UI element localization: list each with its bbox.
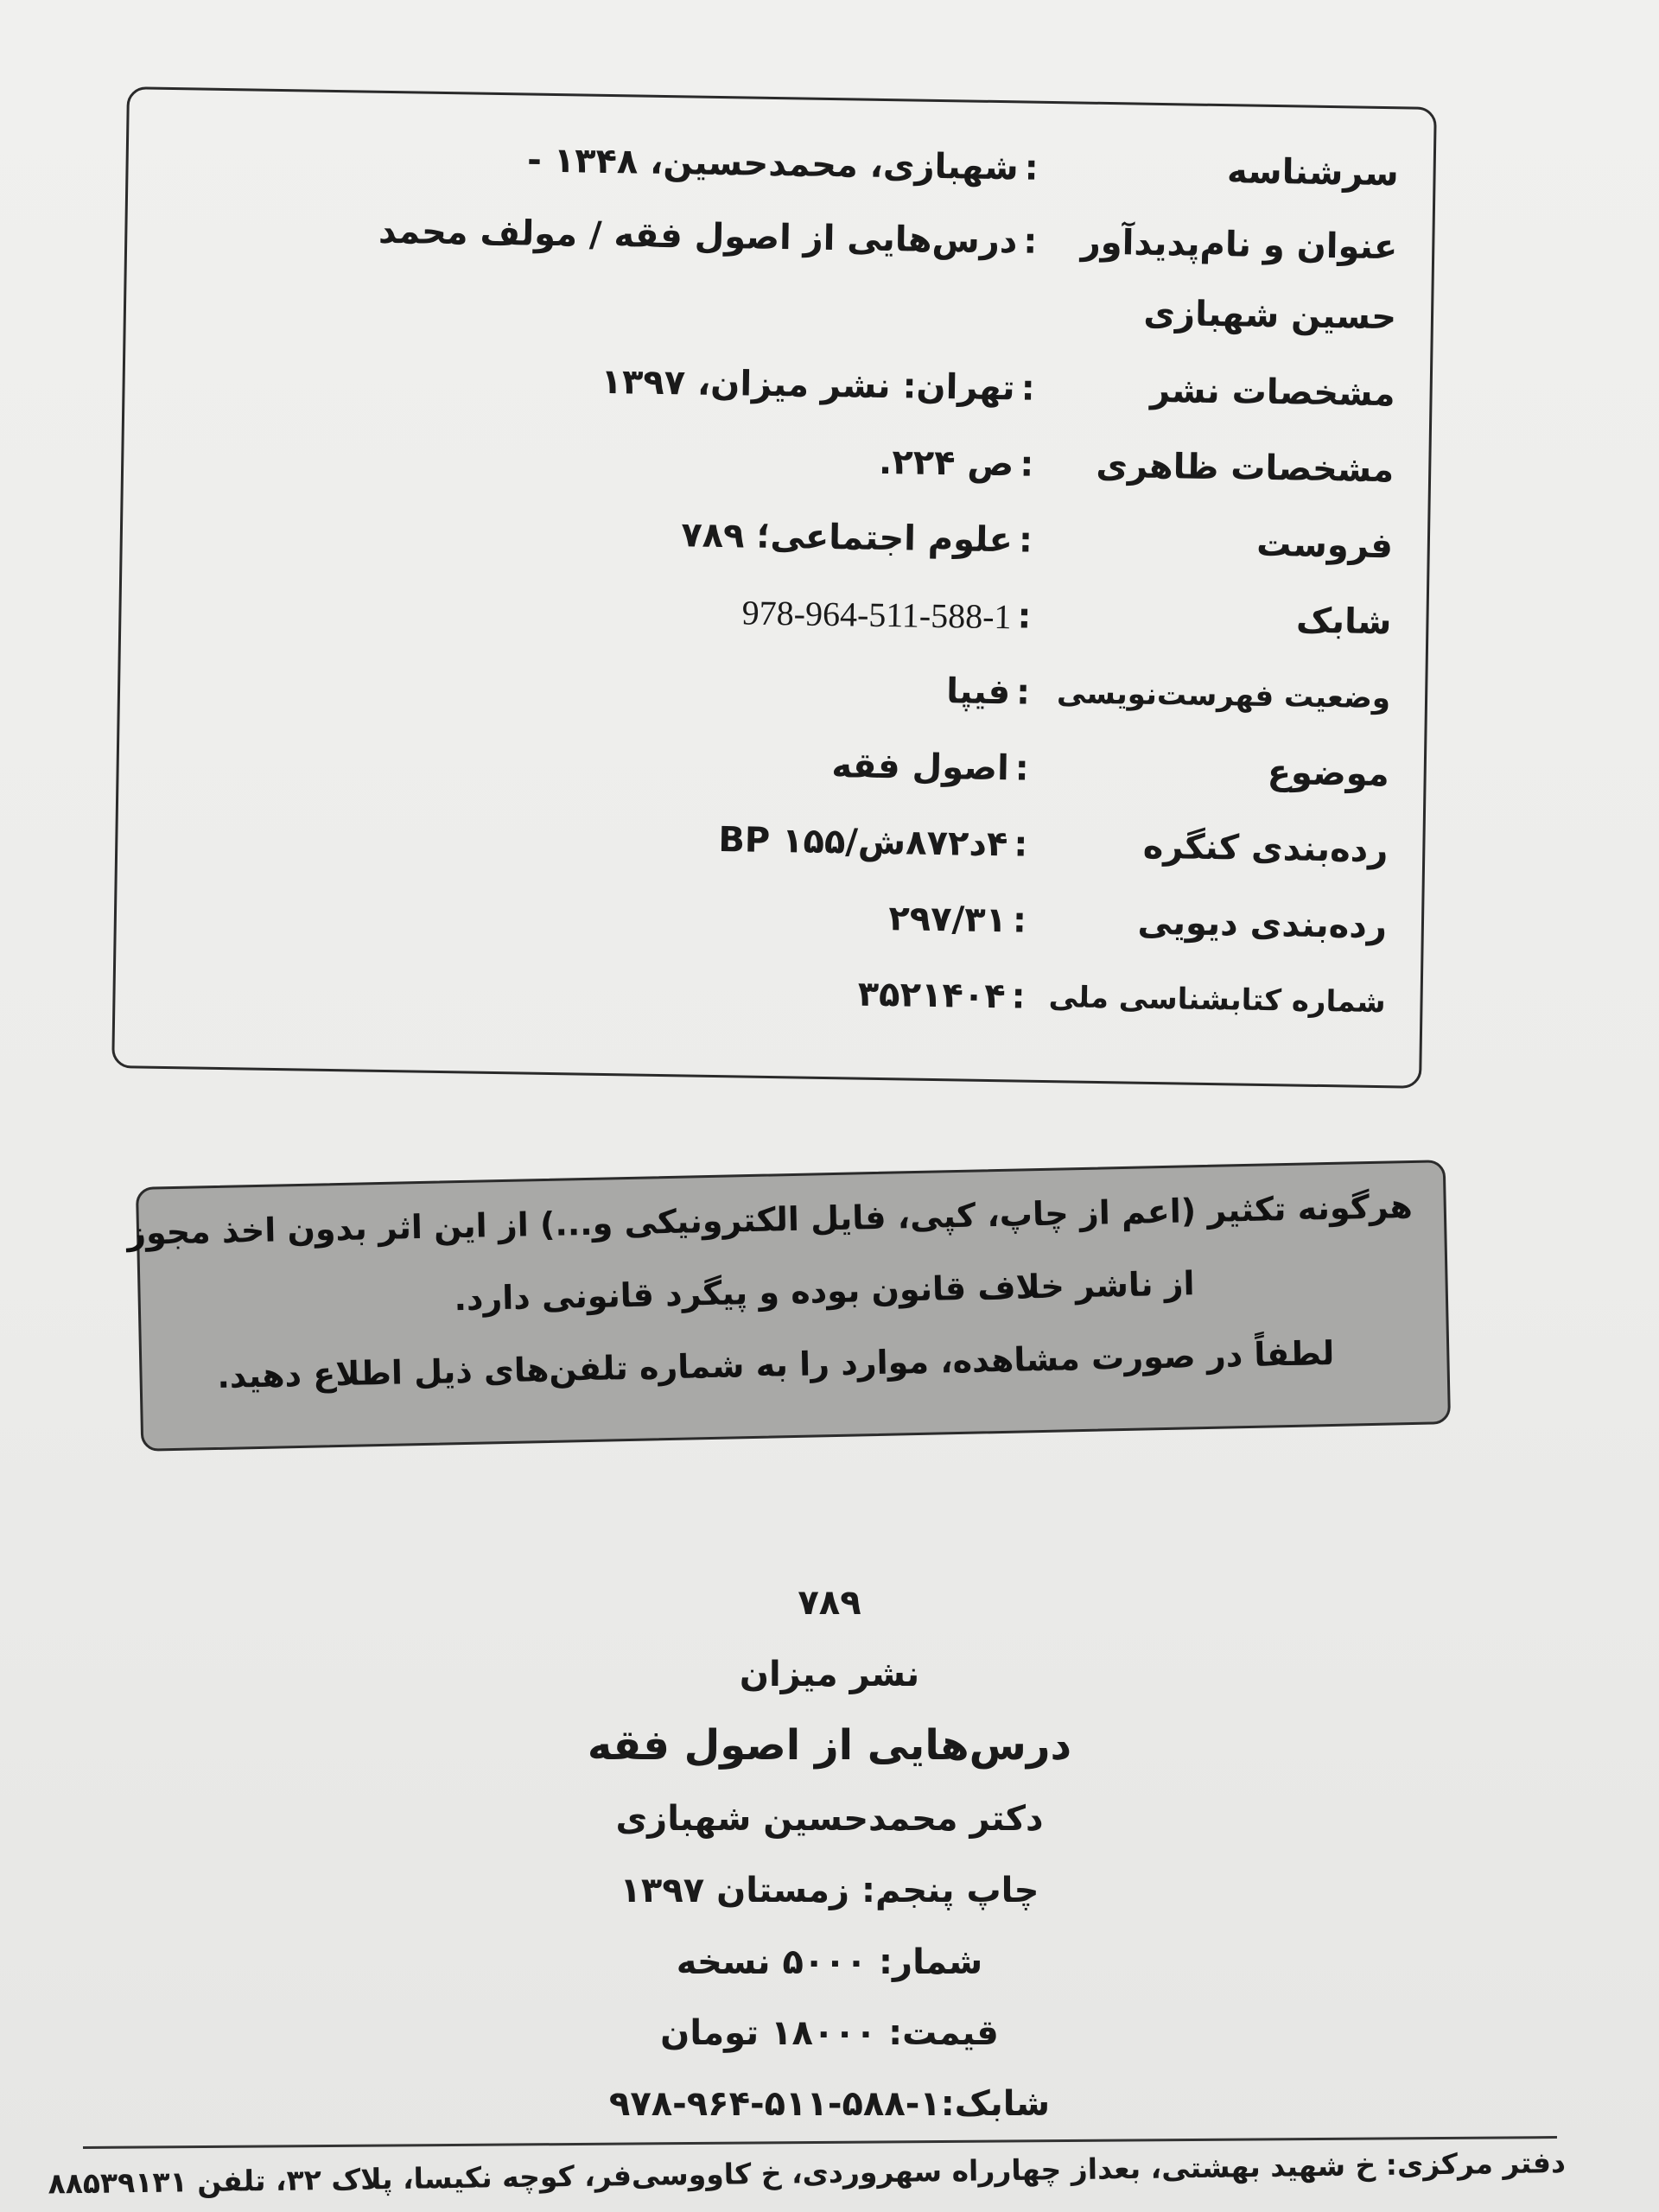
cip-row-main-entry xyxy=(162,124,1399,204)
footer-divider xyxy=(83,2136,1557,2149)
cip-label: فروست xyxy=(1255,524,1394,567)
publisher-name: نشر میزان xyxy=(739,1655,920,1694)
cip-row-subject xyxy=(153,725,1389,804)
cip-row-national-number xyxy=(149,953,1386,1033)
cip-colon: : xyxy=(1018,520,1033,561)
cip-label: مشخصات ظاهری xyxy=(1096,445,1395,491)
cip-value: 978-964-511-588-1 xyxy=(741,592,1012,636)
cip-colon: : xyxy=(1019,444,1034,485)
cip-colon: : xyxy=(1020,368,1036,409)
cip-row-publication xyxy=(159,345,1395,424)
copyright-warning-box xyxy=(126,1160,1451,1452)
cip-label: موضوع xyxy=(1267,752,1390,795)
cataloging-in-publication-box xyxy=(111,86,1437,1089)
cip-row-lc-class xyxy=(152,801,1389,880)
cip-colon: : xyxy=(1017,596,1032,637)
print-run: شمار: ۵۰۰۰ نسخه xyxy=(676,1942,983,1982)
cip-row-title xyxy=(162,198,1398,277)
cip-colon: : xyxy=(1024,148,1039,188)
cip-value: اصول فقه xyxy=(831,746,1010,789)
cip-label: وضعیت فهرست‌نویسی xyxy=(1056,676,1391,716)
cip-row-cataloging-status xyxy=(155,649,1391,728)
cip-label: شماره کتابشناسی ملی xyxy=(1048,980,1386,1020)
cip-colon: : xyxy=(1014,748,1030,789)
isbn-line: شابک:۱-۵۸۸-۵۱۱-۹۶۴-۹۷۸ xyxy=(608,2084,1051,2124)
cip-value: فیپا xyxy=(945,671,1011,713)
cip-title-continuation: حسین شهبازی xyxy=(1143,293,1397,338)
cip-label: مشخصات نشر xyxy=(1149,370,1395,415)
cip-value: ۳۵۲۱۴۰۴ xyxy=(857,974,1006,1017)
cip-value: علوم اجتماعی؛ ۷۸۹ xyxy=(680,515,1014,561)
cip-row-dewey-class xyxy=(151,877,1388,957)
edition-info: چاپ پنجم: زمستان ۱۳۹۷ xyxy=(620,1871,1039,1910)
cip-colon: : xyxy=(1012,900,1027,941)
cip-colon: : xyxy=(1014,824,1028,865)
cip-row-series xyxy=(156,497,1393,576)
cip-label: شابک xyxy=(1295,601,1392,643)
cip-row-physical xyxy=(158,421,1395,500)
cip-value: تهران: نشر میزان، ۱۳۹۷ xyxy=(601,361,1016,409)
cip-label: سرشناسه xyxy=(1226,151,1399,194)
publisher-address: دفتر مرکزی: خ شهید بهشتی، بعداز چهارراه سهروردی، خ کاووسی‌فر، کوچه نکیسا، پلاک ۳۲، تلفن ۸۸۵۳۹۱۳۱ xyxy=(48,2145,1567,2201)
cip-value: ص ۲۲۴. xyxy=(878,442,1014,485)
cip-label: رده‌بندی دیویی xyxy=(1137,902,1388,947)
warning-line: لطفاً در صورت مشاهده، موارد را به شماره تلفن‌های ذیل اطلاع دهید. xyxy=(216,1333,1335,1395)
cip-value: ۴د۸۷۲ش/BP ۱۵۵ xyxy=(718,820,1008,865)
cip-row-isbn xyxy=(156,573,1392,652)
warning-line: هرگونه تکثیر (اعم از چاپ، کپی، فایل الکترونیکی و...) از این اثر بدون اخذ مجوز xyxy=(126,1186,1414,1253)
cip-colon: : xyxy=(1015,672,1031,713)
cip-colon: : xyxy=(1011,976,1026,1017)
cip-label: رده‌بندی کنگره xyxy=(1142,826,1389,871)
warning-line: از ناشر خلاف قانون بوده و پیگرد قانونی دارد. xyxy=(453,1264,1196,1319)
series-number: ۷۸۹ xyxy=(798,1583,861,1623)
book-title: درس‌هایی از اصول فقه xyxy=(587,1721,1072,1770)
cip-colon: : xyxy=(1022,221,1038,262)
cip-value: شهبازی، محمدحسین، ۱۳۴۸ - xyxy=(526,140,1020,188)
cip-value: درس‌هایی از اصول فقه / مولف محمد xyxy=(378,211,1018,262)
cip-value: ۲۹۷/۳۱ xyxy=(887,899,1007,941)
author-name: دکتر محمدحسین شهبازی xyxy=(615,1799,1044,1839)
price: قیمت: ۱۸۰۰۰ تومان xyxy=(660,2013,999,2053)
cip-label: عنوان و نام‌پدیدآور xyxy=(1080,222,1398,268)
